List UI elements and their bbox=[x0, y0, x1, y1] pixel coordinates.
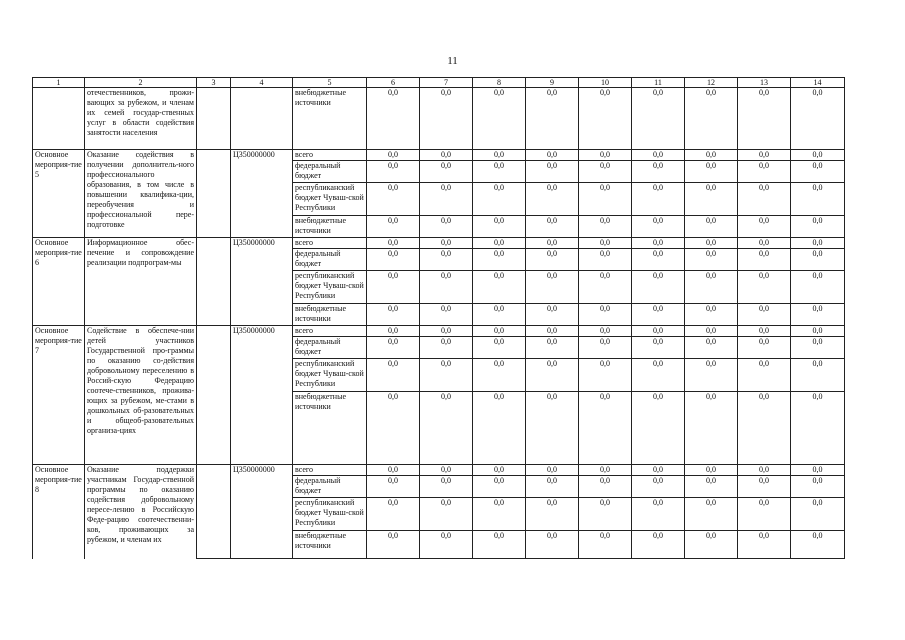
value-cell: 0,0 bbox=[526, 271, 579, 304]
column-header: 4 bbox=[231, 78, 293, 88]
value-cell: 0,0 bbox=[473, 304, 526, 326]
funding-source-cell: республиканский бюджет Чуваш-ской Республики bbox=[293, 183, 367, 216]
header-row bbox=[33, 78, 845, 88]
value-cell: 0,0 bbox=[632, 326, 685, 337]
value-cell: 0,0 bbox=[526, 238, 579, 249]
value-cell: 0,0 bbox=[685, 238, 738, 249]
value-cell: 0,0 bbox=[685, 150, 738, 161]
value-cell: 0,0 bbox=[791, 216, 845, 238]
value-cell: 0,0 bbox=[526, 498, 579, 531]
value-cell: 0,0 bbox=[579, 392, 632, 465]
event-description-cell: Оказание поддержки участникам Государ-ственной программы по оказанию содействия добровольному пересе-лению в Российскую Феде-рацию соотечественни-ков, проживающих за рубежом, и членам их bbox=[85, 465, 197, 559]
value-cell: 0,0 bbox=[367, 150, 420, 161]
value-cell: 0,0 bbox=[632, 337, 685, 359]
value-cell: 0,0 bbox=[367, 337, 420, 359]
value-cell: 0,0 bbox=[791, 498, 845, 531]
value-cell: 0,0 bbox=[579, 216, 632, 238]
value-cell: 0,0 bbox=[791, 476, 845, 498]
column-header: 10 bbox=[579, 78, 632, 88]
value-cell: 0,0 bbox=[473, 161, 526, 183]
value-cell: 0,0 bbox=[791, 359, 845, 392]
value-cell: 0,0 bbox=[526, 531, 579, 559]
value-cell: 0,0 bbox=[526, 326, 579, 337]
event-description-cell: Оказание содействия в получении дополнитель-ного профессионального образования, в том числе в повышении квалифика-ции, переобучения и профессиональной пере-подготовке bbox=[85, 150, 197, 238]
value-cell: 0,0 bbox=[526, 216, 579, 238]
value-cell: 0,0 bbox=[473, 531, 526, 559]
value-cell: 0,0 bbox=[685, 183, 738, 216]
value-cell: 0,0 bbox=[367, 161, 420, 183]
value-cell: 0,0 bbox=[420, 304, 473, 326]
column-header: 7 bbox=[420, 78, 473, 88]
budget-code-cell: Ц350000000 bbox=[231, 150, 293, 238]
column-header: 5 bbox=[293, 78, 367, 88]
value-cell: 0,0 bbox=[420, 465, 473, 476]
column-header: 2 bbox=[85, 78, 197, 88]
column-header: 14 bbox=[791, 78, 845, 88]
table-row bbox=[33, 88, 845, 150]
value-cell: 0,0 bbox=[738, 337, 791, 359]
value-cell: 0,0 bbox=[738, 183, 791, 216]
value-cell: 0,0 bbox=[685, 216, 738, 238]
blank-cell bbox=[197, 465, 231, 559]
value-cell: 0,0 bbox=[420, 88, 473, 150]
value-cell: 0,0 bbox=[579, 465, 632, 476]
value-cell: 0,0 bbox=[738, 359, 791, 392]
budget-code-cell: Ц350000000 bbox=[231, 465, 293, 559]
budget-code-cell bbox=[231, 88, 293, 150]
value-cell: 0,0 bbox=[420, 337, 473, 359]
value-cell: 0,0 bbox=[526, 476, 579, 498]
value-cell: 0,0 bbox=[579, 304, 632, 326]
value-cell: 0,0 bbox=[632, 476, 685, 498]
funding-source-cell: федеральный бюджет bbox=[293, 337, 367, 359]
funding-source-cell: федеральный бюджет bbox=[293, 249, 367, 271]
value-cell: 0,0 bbox=[579, 150, 632, 161]
value-cell: 0,0 bbox=[420, 392, 473, 465]
value-cell: 0,0 bbox=[579, 337, 632, 359]
value-cell: 0,0 bbox=[738, 392, 791, 465]
value-cell: 0,0 bbox=[367, 88, 420, 150]
value-cell: 0,0 bbox=[367, 304, 420, 326]
table-row bbox=[33, 326, 845, 337]
column-header: 1 bbox=[33, 78, 85, 88]
blank-cell bbox=[197, 88, 231, 150]
value-cell: 0,0 bbox=[579, 161, 632, 183]
budget-code-cell: Ц350000000 bbox=[231, 238, 293, 326]
funding-source-cell: всего bbox=[293, 465, 367, 476]
column-header: 6 bbox=[367, 78, 420, 88]
value-cell: 0,0 bbox=[367, 498, 420, 531]
value-cell: 0,0 bbox=[526, 359, 579, 392]
funding-source-cell: внебюджетные источники bbox=[293, 304, 367, 326]
value-cell: 0,0 bbox=[685, 88, 738, 150]
funding-source-cell: федеральный бюджет bbox=[293, 161, 367, 183]
value-cell: 0,0 bbox=[526, 183, 579, 216]
value-cell: 0,0 bbox=[579, 531, 632, 559]
value-cell: 0,0 bbox=[420, 238, 473, 249]
value-cell: 0,0 bbox=[579, 88, 632, 150]
value-cell: 0,0 bbox=[632, 238, 685, 249]
value-cell: 0,0 bbox=[526, 88, 579, 150]
value-cell: 0,0 bbox=[420, 161, 473, 183]
column-header: 3 bbox=[197, 78, 231, 88]
value-cell: 0,0 bbox=[738, 531, 791, 559]
value-cell: 0,0 bbox=[632, 216, 685, 238]
value-cell: 0,0 bbox=[420, 271, 473, 304]
value-cell: 0,0 bbox=[738, 161, 791, 183]
value-cell: 0,0 bbox=[738, 88, 791, 150]
value-cell: 0,0 bbox=[632, 498, 685, 531]
funding-source-cell: внебюджетные источники bbox=[293, 392, 367, 465]
value-cell: 0,0 bbox=[367, 238, 420, 249]
value-cell: 0,0 bbox=[473, 271, 526, 304]
value-cell: 0,0 bbox=[526, 392, 579, 465]
value-cell: 0,0 bbox=[579, 183, 632, 216]
value-cell: 0,0 bbox=[632, 531, 685, 559]
value-cell: 0,0 bbox=[420, 359, 473, 392]
column-header: 11 bbox=[632, 78, 685, 88]
column-header: 9 bbox=[526, 78, 579, 88]
value-cell: 0,0 bbox=[791, 326, 845, 337]
value-cell: 0,0 bbox=[367, 359, 420, 392]
value-cell: 0,0 bbox=[738, 304, 791, 326]
blank-cell bbox=[197, 326, 231, 465]
value-cell: 0,0 bbox=[632, 465, 685, 476]
value-cell: 0,0 bbox=[791, 249, 845, 271]
funding-source-cell: республиканский бюджет Чуваш-ской Республики bbox=[293, 498, 367, 531]
value-cell: 0,0 bbox=[738, 498, 791, 531]
value-cell: 0,0 bbox=[685, 392, 738, 465]
value-cell: 0,0 bbox=[473, 498, 526, 531]
value-cell: 0,0 bbox=[685, 249, 738, 271]
value-cell: 0,0 bbox=[791, 465, 845, 476]
value-cell: 0,0 bbox=[420, 326, 473, 337]
value-cell: 0,0 bbox=[473, 216, 526, 238]
value-cell: 0,0 bbox=[526, 161, 579, 183]
funding-source-cell: всего bbox=[293, 150, 367, 161]
value-cell: 0,0 bbox=[473, 326, 526, 337]
value-cell: 0,0 bbox=[738, 150, 791, 161]
value-cell: 0,0 bbox=[526, 465, 579, 476]
value-cell: 0,0 bbox=[632, 271, 685, 304]
value-cell: 0,0 bbox=[367, 216, 420, 238]
budget-code-cell: Ц350000000 bbox=[231, 326, 293, 465]
value-cell: 0,0 bbox=[632, 150, 685, 161]
value-cell: 0,0 bbox=[367, 476, 420, 498]
value-cell: 0,0 bbox=[473, 183, 526, 216]
event-description-cell: Содействие в обеспече-нии детей участников Государственной про-граммы по оказанию со-действия добровольному переселению в Россий-скую Федерацию соотече-ственников, прожива-ющих за рубежом, ме-стами в дошкольных об-разовательных и общеоб-разовательных организа-циях bbox=[85, 326, 197, 465]
event-name-cell bbox=[33, 88, 85, 150]
value-cell: 0,0 bbox=[526, 337, 579, 359]
blank-cell bbox=[197, 238, 231, 326]
value-cell: 0,0 bbox=[420, 150, 473, 161]
funding-source-cell: всего bbox=[293, 238, 367, 249]
value-cell: 0,0 bbox=[685, 476, 738, 498]
funding-source-cell: внебюджетные источники bbox=[293, 88, 367, 150]
value-cell: 0,0 bbox=[632, 392, 685, 465]
value-cell: 0,0 bbox=[685, 531, 738, 559]
value-cell: 0,0 bbox=[579, 326, 632, 337]
value-cell: 0,0 bbox=[738, 476, 791, 498]
value-cell: 0,0 bbox=[473, 88, 526, 150]
funding-table bbox=[32, 77, 845, 559]
value-cell: 0,0 bbox=[685, 326, 738, 337]
value-cell: 0,0 bbox=[367, 326, 420, 337]
page-number: 11 bbox=[447, 55, 458, 67]
value-cell: 0,0 bbox=[579, 476, 632, 498]
value-cell: 0,0 bbox=[367, 392, 420, 465]
value-cell: 0,0 bbox=[685, 498, 738, 531]
value-cell: 0,0 bbox=[738, 326, 791, 337]
value-cell: 0,0 bbox=[473, 465, 526, 476]
value-cell: 0,0 bbox=[420, 249, 473, 271]
value-cell: 0,0 bbox=[791, 88, 845, 150]
event-name-cell: Основное мероприя-тие 5 bbox=[33, 150, 85, 238]
value-cell: 0,0 bbox=[579, 238, 632, 249]
funding-source-cell: внебюджетные источники bbox=[293, 216, 367, 238]
event-name-cell: Основное мероприя-тие 6 bbox=[33, 238, 85, 326]
value-cell: 0,0 bbox=[526, 304, 579, 326]
value-cell: 0,0 bbox=[367, 249, 420, 271]
value-cell: 0,0 bbox=[632, 183, 685, 216]
value-cell: 0,0 bbox=[526, 249, 579, 271]
funding-source-cell: федеральный бюджет bbox=[293, 476, 367, 498]
value-cell: 0,0 bbox=[738, 238, 791, 249]
funding-source-cell: республиканский бюджет Чуваш-ской Республики bbox=[293, 359, 367, 392]
value-cell: 0,0 bbox=[420, 531, 473, 559]
value-cell: 0,0 bbox=[579, 498, 632, 531]
value-cell: 0,0 bbox=[738, 249, 791, 271]
value-cell: 0,0 bbox=[579, 359, 632, 392]
event-name-cell: Основное мероприя-тие 7 bbox=[33, 326, 85, 465]
value-cell: 0,0 bbox=[632, 249, 685, 271]
value-cell: 0,0 bbox=[420, 498, 473, 531]
table-row bbox=[33, 465, 845, 476]
event-description-cell: Информационное обес-печение и сопровождение реализации подпрограм-мы bbox=[85, 238, 197, 326]
value-cell: 0,0 bbox=[738, 465, 791, 476]
value-cell: 0,0 bbox=[738, 271, 791, 304]
value-cell: 0,0 bbox=[473, 476, 526, 498]
value-cell: 0,0 bbox=[367, 465, 420, 476]
value-cell: 0,0 bbox=[685, 465, 738, 476]
value-cell: 0,0 bbox=[791, 531, 845, 559]
value-cell: 0,0 bbox=[632, 88, 685, 150]
value-cell: 0,0 bbox=[685, 304, 738, 326]
event-name-cell: Основное мероприя-тие 8 bbox=[33, 465, 85, 559]
value-cell: 0,0 bbox=[579, 249, 632, 271]
table-row bbox=[33, 150, 845, 161]
value-cell: 0,0 bbox=[791, 304, 845, 326]
funding-source-cell: республиканский бюджет Чуваш-ской Республики bbox=[293, 271, 367, 304]
value-cell: 0,0 bbox=[632, 304, 685, 326]
value-cell: 0,0 bbox=[685, 359, 738, 392]
column-header: 13 bbox=[738, 78, 791, 88]
blank-cell bbox=[197, 150, 231, 238]
value-cell: 0,0 bbox=[473, 249, 526, 271]
value-cell: 0,0 bbox=[791, 238, 845, 249]
value-cell: 0,0 bbox=[791, 271, 845, 304]
value-cell: 0,0 bbox=[791, 183, 845, 216]
event-description-cell: отечественников, прожи-вающих за рубежом, и членам их семей государ-ственных услуг в области содействия занятости населения bbox=[85, 88, 197, 150]
table-row bbox=[33, 238, 845, 249]
value-cell: 0,0 bbox=[367, 271, 420, 304]
value-cell: 0,0 bbox=[367, 531, 420, 559]
value-cell: 0,0 bbox=[632, 359, 685, 392]
value-cell: 0,0 bbox=[473, 150, 526, 161]
value-cell: 0,0 bbox=[579, 271, 632, 304]
column-header: 12 bbox=[685, 78, 738, 88]
value-cell: 0,0 bbox=[791, 161, 845, 183]
value-cell: 0,0 bbox=[473, 392, 526, 465]
value-cell: 0,0 bbox=[473, 238, 526, 249]
value-cell: 0,0 bbox=[526, 150, 579, 161]
value-cell: 0,0 bbox=[791, 392, 845, 465]
value-cell: 0,0 bbox=[685, 271, 738, 304]
value-cell: 0,0 bbox=[420, 476, 473, 498]
value-cell: 0,0 bbox=[473, 359, 526, 392]
value-cell: 0,0 bbox=[685, 337, 738, 359]
value-cell: 0,0 bbox=[473, 337, 526, 359]
funding-source-cell: всего bbox=[293, 326, 367, 337]
value-cell: 0,0 bbox=[420, 183, 473, 216]
value-cell: 0,0 bbox=[367, 183, 420, 216]
column-header: 8 bbox=[473, 78, 526, 88]
value-cell: 0,0 bbox=[685, 161, 738, 183]
value-cell: 0,0 bbox=[632, 161, 685, 183]
value-cell: 0,0 bbox=[738, 216, 791, 238]
funding-source-cell: внебюджетные источники bbox=[293, 531, 367, 559]
value-cell: 0,0 bbox=[791, 150, 845, 161]
value-cell: 0,0 bbox=[420, 216, 473, 238]
value-cell: 0,0 bbox=[791, 337, 845, 359]
